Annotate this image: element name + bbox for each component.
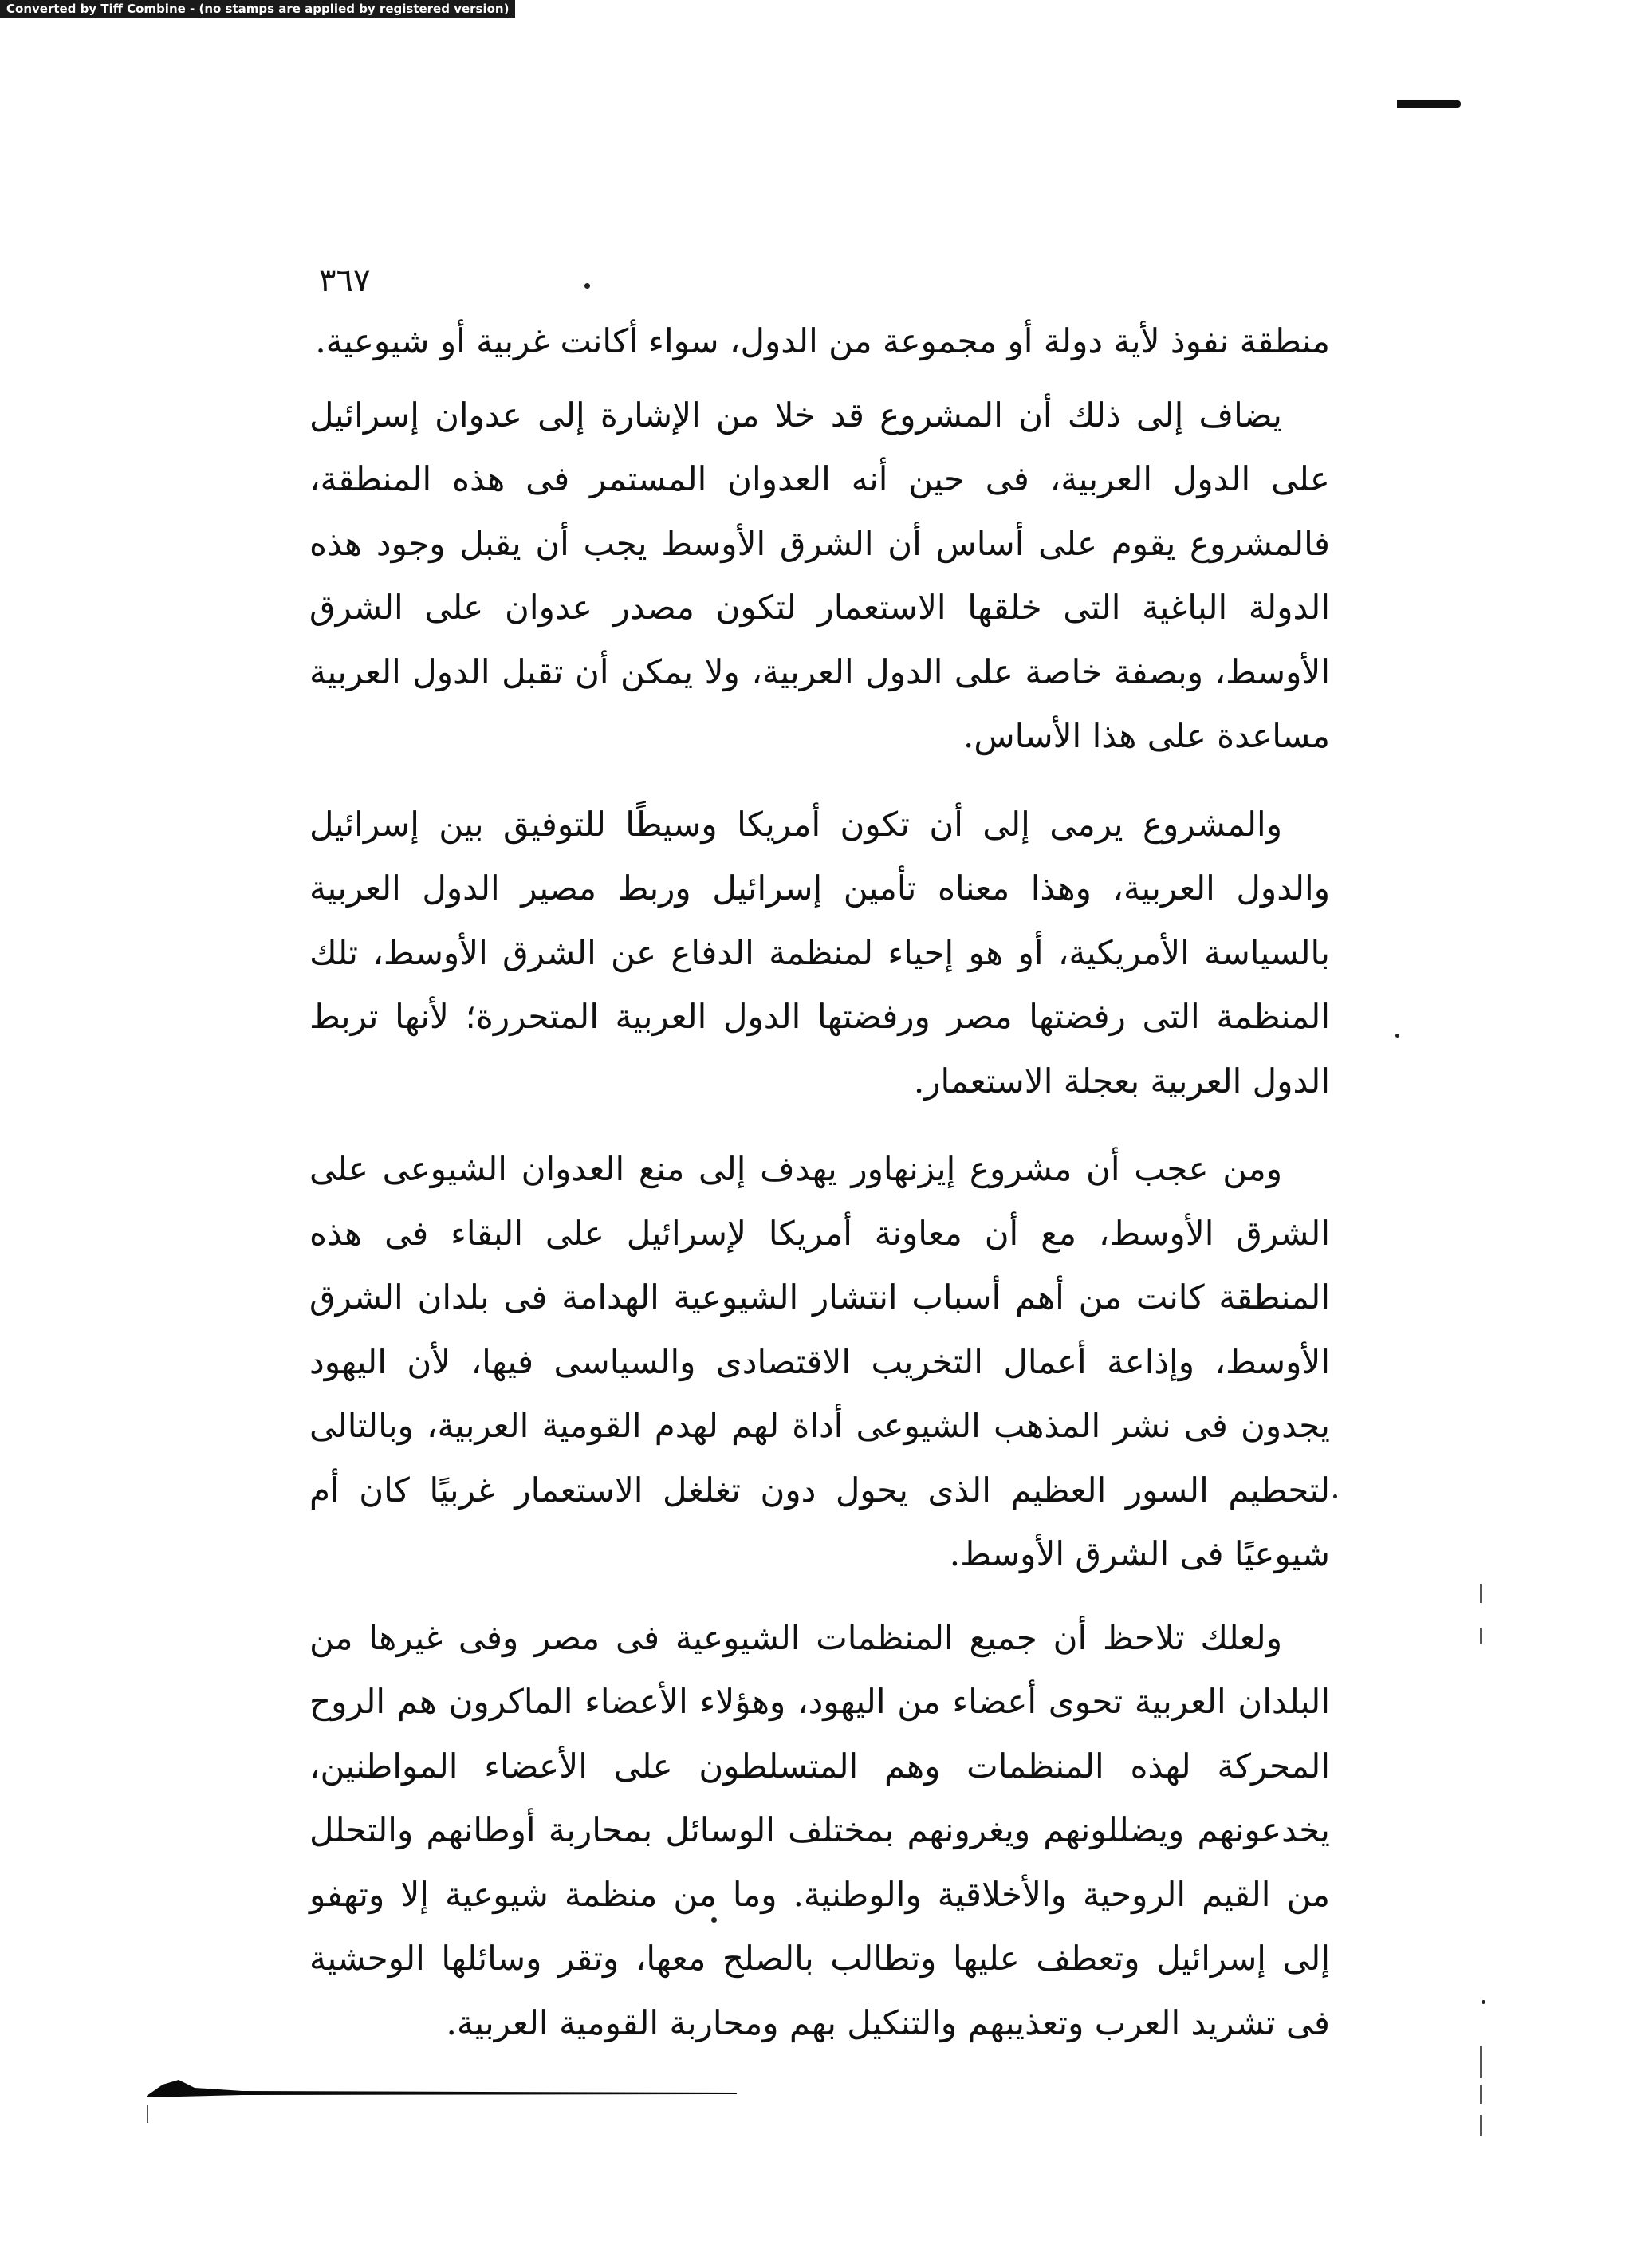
scan-artifact-tick — [1480, 2046, 1482, 2078]
paragraph-3: والمشروع يرمى إلى أن تكون أمريكا وسيطًا للتوفيق بين إسرائيل والدول العربية، وهذا معناه تأمين إسرائيل وربط مصير الدول العربية بالسياسة الأمريكية، أو هو إحياء لمنظمة الدفاع عن الشرق الأوسط، تلك المنظمة التى رفضتها مصر ورفضتها الدول العربية المتحررة؛ لأنها تربط الدول العربية بعجلة الاستعمار. — [309, 804, 1330, 1101]
scan-artifact-bottom-smear — [147, 2080, 737, 2097]
scan-dot — [584, 283, 590, 289]
scan-dot — [1395, 1034, 1399, 1038]
converter-watermark: Converted by Tiff Combine - (no stamps are applied by registered version) — [0, 0, 515, 18]
paragraph-4: ومن عجب أن مشروع إيزنهاور يهدف إلى منع العدوان الشيوعى على الشرق الأوسط، مع أن معاونة أمريكا لإسرائيل على البقاء فى هذه المنطقة كانت من أهم أسباب انتشار الشيوعية الهدامة فى بلدان الشرق الأوسط، وإذاعة أعمال التخريب الاقتصادى والسياسى فيها، لأن اليهود يجدون فى نشر المذهب الشيوعى أداة لهم لهدم القومية العربية، وبالتالى لتحطيم السور العظيم الذى يحول دون تغلغل الاستعمار غربيًا كان أم شيوعيًا فى الشرق الأوسط. — [309, 1149, 1330, 1573]
paragraph-5: ولعلك تلاحظ أن جميع المنظمات الشيوعية فى مصر وفى غيرها من البلدان العربية تحوى أعضاء من اليهود، وهؤلاء الأعضاء الماكرون هم الروح المحركة لهذه المنظمات وهم المتسلطون على الأعضاء المواطنين، يخدعونهم ويضللونهم ويغرونهم بمختلف الوسائل بمحاربة أوطانهم والتحلل من القيم الروحية والأخلاقية والوطنية. وما من منظمة شيوعية إلا وتهفو إلى إسرائيل وتعطف عليها وتطالب بالصلح معها، وتقر وسائلها الوحشية فى تشريد العرب وتعذيبهم والتنكيل بهم ومحاربة القومية العربية. — [309, 1617, 1330, 2042]
scan-dot — [1482, 2000, 1485, 2004]
scan-dot — [711, 1917, 717, 1923]
scan-dot — [1333, 1494, 1337, 1498]
scan-artifact-top-bar — [1397, 100, 1461, 108]
paragraph-1: منطقة نفوذ لأية دولة أو مجموعة من الدول، سواء أكانت غربية أو شيوعية. — [315, 321, 1330, 360]
scan-artifact-tick — [147, 2105, 148, 2123]
scan-artifact-tick — [1480, 1628, 1482, 1644]
body-text — [309, 309, 1330, 2055]
scan-artifact-tick — [1480, 1584, 1482, 1603]
scan-artifact-tick — [1480, 2085, 1482, 2104]
scan-artifact-tick — [1480, 2115, 1482, 2136]
page-number: ٣٦٧ — [319, 262, 371, 299]
paragraph-2: يضاف إلى ذلك أن المشروع قد خلا من الإشارة إلى عدوان إسرائيل على الدول العربية، فى حين أنه العدوان المستمر فى هذه المنطقة، فالمشروع يقوم على أساس أن الشرق الأوسط يجب أن يقبل وجود هذه الدولة الباغية التى خلقها الاستعمار لتكون مصدر عدوان على الشرق الأوسط، وبصفة خاصة على الدول العربية، ولا يمكن أن تقبل الدول العربية مساعدة على هذا الأساس. — [309, 395, 1330, 755]
